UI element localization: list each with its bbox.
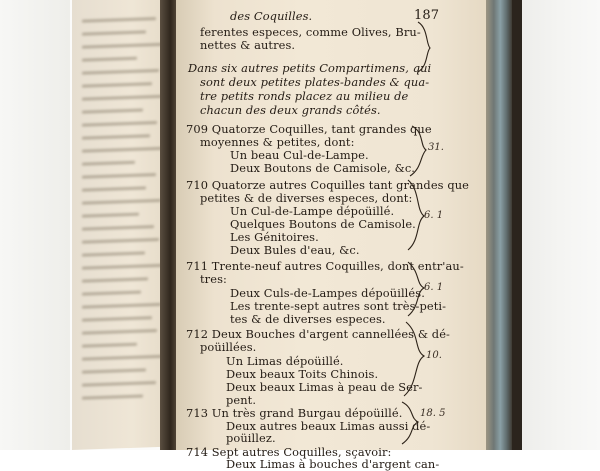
margin-note: 10. <box>426 350 442 361</box>
text-line: tres: <box>200 272 227 286</box>
text-line: poüillez. <box>226 431 276 445</box>
entry-713: 713 Un très grand Burgau dépoüillé. <box>186 406 403 420</box>
running-title: des Coquilles. <box>230 9 313 23</box>
text-line: poüillées. <box>200 340 257 354</box>
text-line: Deux autres beaux Limas aussi dé- <box>226 419 431 433</box>
text-line: Deux Bules d'eau, &c. <box>230 243 360 257</box>
text-line: ferentes especes, comme Olives, Bru- <box>200 25 421 39</box>
text-line: Les trente-sept autres sont très-peti- <box>230 299 447 313</box>
margin-note: 6. 1 <box>424 210 444 221</box>
entry-709: 709 Quatorze Coquilles, tant grandes que <box>186 122 432 136</box>
entry-714: 714 Sept autres Coquilles, sçavoir: <box>186 445 392 459</box>
section-heading: tre petits ronds placez au milieu de <box>200 89 409 103</box>
section-heading: sont deux petites plates-bandes & qua- <box>200 75 430 89</box>
book-fore-edge <box>486 0 512 450</box>
text-line: Deux beaux Toits Chinois. <box>226 367 379 381</box>
section-heading: chacun des deux grands côtés. <box>200 103 381 117</box>
text-line: Deux Boutons de Camisole, &c. <box>230 161 416 175</box>
text-line: Deux Culs-de-Lampes dépoüillés. <box>230 286 425 300</box>
text-line: moyennes & petites, dont: <box>200 135 355 149</box>
text-line: tes & de diverses especes. <box>230 312 386 326</box>
text-line: petites & de diverses especes, dont: <box>200 191 413 205</box>
margin-note: 18. 5 <box>420 408 446 419</box>
margin-note: 6. 1 <box>424 282 444 293</box>
entry-711: 711 Trente-neuf autres Coquilles, dont entr'au- <box>186 259 464 273</box>
section-heading: Dans six autres petits Compartimens, qui <box>188 61 432 75</box>
book-edge-shadow <box>512 0 522 450</box>
text-line: Un Limas dépoüillé. <box>226 354 344 368</box>
page-number: 187 <box>414 8 440 23</box>
text-line: pent. <box>226 393 257 407</box>
text-line: Quelques Boutons de Camisole. <box>230 217 416 231</box>
text-line: nettes & autres. <box>200 38 296 52</box>
text-line: Deux beaux Limas à peau de Ser- <box>226 380 423 394</box>
margin-note: 31. <box>428 142 444 153</box>
text-line: Un beau Cul-de-Lampe. <box>230 148 369 162</box>
text-line: Deux Limas à bouches d'argent can- <box>226 457 440 471</box>
text-line: Un Cul-de-Lampe dépoüillé. <box>230 204 395 218</box>
entry-712: 712 Deux Bouches d'argent cannellées & dé- <box>186 327 450 341</box>
entry-710: 710 Quatorze autres Coquilles tant grandes que <box>186 178 469 192</box>
text-line: Les Génitoires. <box>230 230 319 244</box>
background-left <box>0 0 70 450</box>
